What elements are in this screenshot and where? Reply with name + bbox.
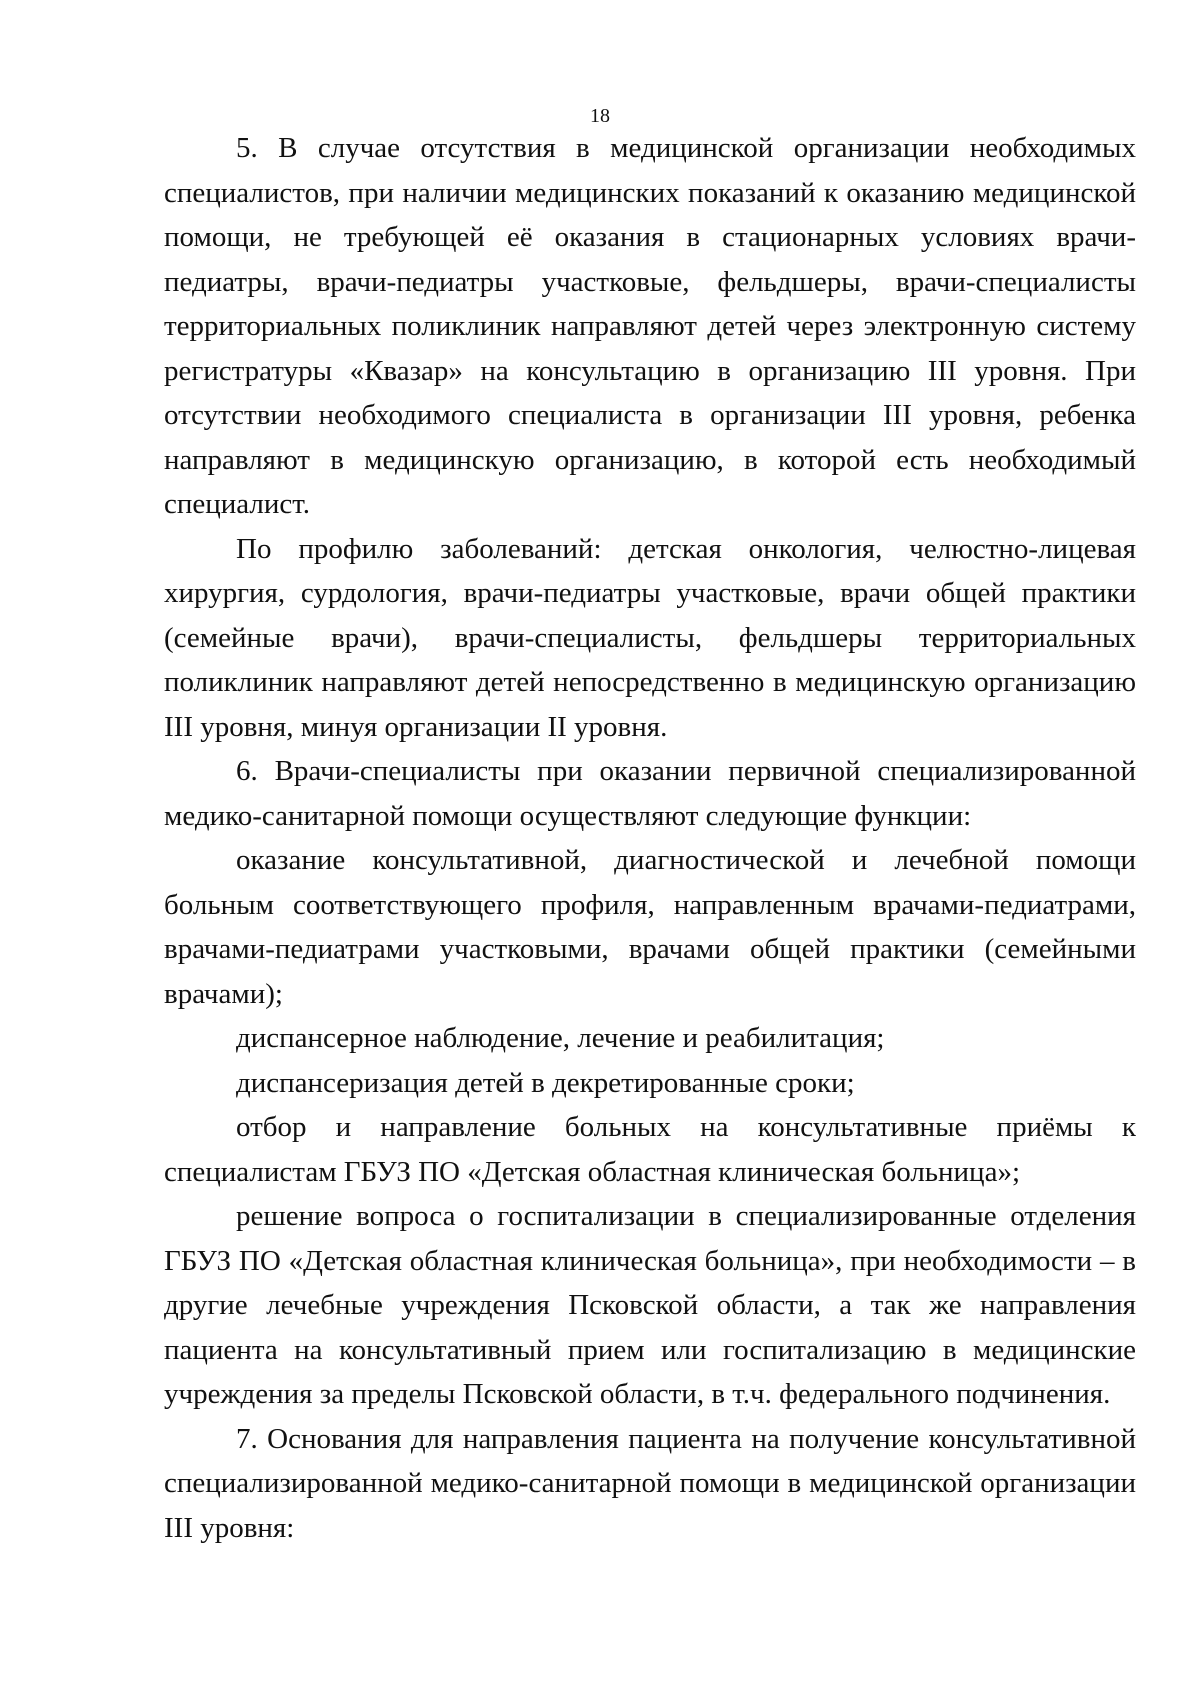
paragraph-profile-referral: По профилю заболеваний: детская онкология, челюстно-лицевая хирургия, сурдология, врачи-педиатры участковые, врачи общей практики (семейные врачи), врачи-специалисты, фельдшеры территориальных поликлиник направляют детей непосредственно в медицинскую организацию III уровня, минуя организации II уровня. bbox=[164, 532, 1136, 743]
list-item-consultative-help: оказание консультативной, диагностической и лечебной помощи больным соответствующего профиля, направленным врачами-педиатрами, врачами-педиатрами участковыми, врачами общей практики (семейными врачами); bbox=[164, 844, 1136, 1010]
paragraph-6: 6. Врачи-специалисты при оказании первичной специализированной медико-санитарной помощи осуществляют следующие функции: bbox=[164, 755, 1136, 832]
list-item-hospitalization: решение вопроса о госпитализации в специализированные отделения ГБУЗ ПО «Детская областная клиническая больница», при необходимости – в другие лечебные учреждения Псковской области, а так же направления пациента на консультативный прием или госпитализацию в медицинские учреждения за пределы Псковской области, в т.ч. федерального подчинения. bbox=[164, 1200, 1136, 1410]
list-item-selection-referral: отбор и направление больных на консультативные приёмы к специалистам ГБУЗ ПО «Детская областная клиническая больница»; bbox=[164, 1111, 1136, 1188]
paragraph-5: 5. В случае отсутствия в медицинской организации необходимых специалистов, при наличии медицинских показаний к оказанию медицинской помощи, не требующей её оказания в стационарных условиях врачи-педиатры, врачи-педиатры участковые, фельдшеры, врачи-специалисты территориальных поликлиник направляют детей через электронную систему регистратуры «Квазар» на консультацию в организацию III уровня. При отсутствии необходимого специалиста в организации III уровня, ребенка направляют в медицинскую организацию, в которой есть необходимый специалист. bbox=[164, 132, 1136, 520]
page-number: 18 bbox=[590, 105, 610, 127]
list-item-dispensary-observation: диспансерное наблюдение, лечение и реабилитация; bbox=[236, 1022, 885, 1054]
document-body bbox=[164, 126, 1136, 1550]
paragraph-7: 7. Основания для направления пациента на получение консультативной специализированной медико-санитарной помощи в медицинской организации III уровня: bbox=[164, 1422, 1136, 1544]
list-item-dispensarization: диспансеризация детей в декретированные сроки; bbox=[236, 1066, 855, 1099]
